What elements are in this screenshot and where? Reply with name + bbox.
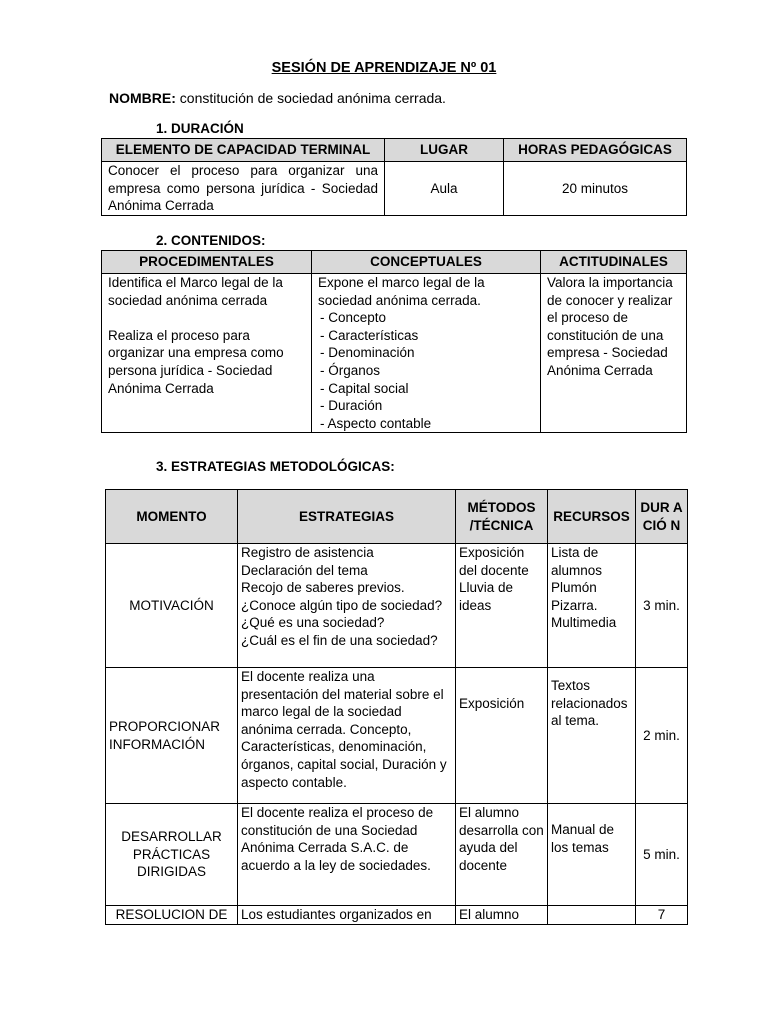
horas-cell: 20 minutos bbox=[504, 162, 687, 216]
duracion-row bbox=[102, 162, 687, 216]
nombre-value: constitución de sociedad anónima cerrada. bbox=[179, 90, 446, 106]
section2-heading: 2. CONTENIDOS: bbox=[156, 233, 266, 248]
aspecto-contable-item: - Aspecto contable bbox=[320, 415, 432, 431]
estrategia-line: ¿Conoce algún tipo de sociedad? bbox=[241, 597, 443, 613]
estrategias-cell: El docente realiza el proceso de constitución de una Sociedad Anónima Cerrada S.A.C. de acuerdo a la ley de sociedades. bbox=[238, 804, 456, 906]
duracion-cell: 5 min. bbox=[636, 804, 688, 906]
elemento-cell: Conocer el proceso para organizar una empresa como persona jurídica - Sociedad Anónima Cerrada bbox=[102, 162, 385, 216]
duracion-cell: 3 min. bbox=[636, 544, 688, 668]
header-horas: HORAS PEDAGÓGICAS bbox=[504, 139, 687, 162]
recursos-cell: Manual de los temas bbox=[548, 804, 636, 906]
header-lugar: LUGAR bbox=[385, 139, 504, 162]
concepto-item: - Concepto bbox=[320, 310, 387, 326]
organos-item: - Órganos bbox=[320, 362, 381, 378]
header-estrategias: ESTRATEGIAS bbox=[238, 490, 456, 544]
duracion-item: - Duración bbox=[320, 398, 383, 414]
header-metodos: MÉTODOS /TÉCNICA bbox=[456, 490, 548, 544]
estrategia-line: ¿Qué es una sociedad? bbox=[241, 615, 385, 631]
duracion-header-row bbox=[102, 139, 687, 162]
header-actitudinales: ACTITUDINALES bbox=[541, 251, 687, 274]
metodos-cell: Exposición bbox=[456, 668, 548, 804]
metodos-cell: El alumno desarrolla con ayuda del docente bbox=[456, 804, 548, 906]
header-recursos: RECURSOS bbox=[548, 490, 636, 544]
header-procedimentales: PROCEDIMENTALES bbox=[102, 251, 312, 274]
nombre-label: NOMBRE: bbox=[109, 90, 176, 106]
duracion-table bbox=[101, 138, 687, 216]
metodos-cell: El alumno bbox=[456, 906, 548, 925]
header-duracion: DUR ACIÓ N bbox=[636, 490, 688, 544]
denominacion-item: - Denominación bbox=[320, 345, 415, 361]
estrategias-cell: El docente realiza una presentación del material sobre el marco legal de la sociedad anónima cerrada. Concepto, Características, denominación, órganos, capital social, Duración y aspecto contable. bbox=[238, 668, 456, 804]
header-elemento: ELEMENTO DE CAPACIDAD TERMINAL bbox=[102, 139, 385, 162]
conceptuales-cell bbox=[312, 274, 541, 433]
momento-cell: DESARROLLAR PRÁCTICAS DIRIGIDAS bbox=[106, 804, 238, 906]
header-conceptuales: CONCEPTUALES bbox=[312, 251, 541, 274]
duracion-cell: 2 min. bbox=[636, 668, 688, 804]
estrategias-header-row bbox=[106, 490, 688, 544]
recursos-cell bbox=[548, 906, 636, 925]
estrategia-line: Registro de asistencia bbox=[241, 545, 374, 560]
estrategia-line: Recojo de saberes previos. bbox=[241, 580, 405, 596]
estrategias-cell bbox=[238, 544, 456, 668]
duracion-cell: 7 bbox=[636, 906, 688, 925]
estrategias-cell: Los estudiantes organizados en bbox=[238, 906, 456, 925]
procedimental-1: Identifica el Marco legal de la sociedad anónima cerrada bbox=[108, 275, 283, 308]
header-momento: MOMENTO bbox=[106, 490, 238, 544]
table-row bbox=[106, 544, 688, 668]
momento-cell: PROPORCIONAR INFORMACIÓN bbox=[106, 668, 238, 804]
procedimental-2: Realiza el proceso para organizar una empresa como persona jurídica - Sociedad Anónima Cerrada bbox=[108, 327, 284, 396]
metodos-cell: Exposición del docente Lluvia de ideas bbox=[456, 544, 548, 668]
caracteristicas-item: - Características bbox=[320, 327, 419, 343]
contenidos-table bbox=[101, 250, 687, 433]
section1-heading: 1. DURACIÓN bbox=[156, 121, 244, 136]
momento-cell: MOTIVACIÓN bbox=[106, 544, 238, 668]
table-row bbox=[106, 906, 688, 925]
estrategia-line: ¿Cuál es el fin de una sociedad? bbox=[241, 632, 438, 648]
nombre-line bbox=[109, 90, 446, 106]
table-row bbox=[106, 804, 688, 906]
recursos-cell: Textos relacionados al tema. bbox=[548, 668, 636, 804]
procedimentales-cell bbox=[102, 274, 312, 433]
contenidos-header-row bbox=[102, 251, 687, 274]
lugar-cell: Aula bbox=[385, 162, 504, 216]
recursos-cell: Lista de alumnos Plumón Pizarra. Multimedia bbox=[548, 544, 636, 668]
estrategias-table bbox=[105, 489, 688, 925]
page-title: SESIÓN DE APRENDIZAJE Nº 01 bbox=[271, 60, 497, 76]
estrategia-line: Declaración del tema bbox=[241, 562, 368, 578]
capital-social-item: - Capital social bbox=[320, 380, 409, 396]
table-row bbox=[106, 668, 688, 804]
actitudinales-cell: Valora la importancia de conocer y realizar el proceso de constitución de una empresa - Sociedad Anónima Cerrada bbox=[541, 274, 687, 433]
section3-heading: 3. ESTRATEGIAS METODOLÓGICAS: bbox=[156, 459, 395, 474]
contenidos-row bbox=[102, 274, 687, 433]
conceptuales-intro: Expone el marco legal de la sociedad anónima cerrada. bbox=[318, 275, 485, 308]
momento-cell: RESOLUCION DE bbox=[106, 906, 238, 925]
